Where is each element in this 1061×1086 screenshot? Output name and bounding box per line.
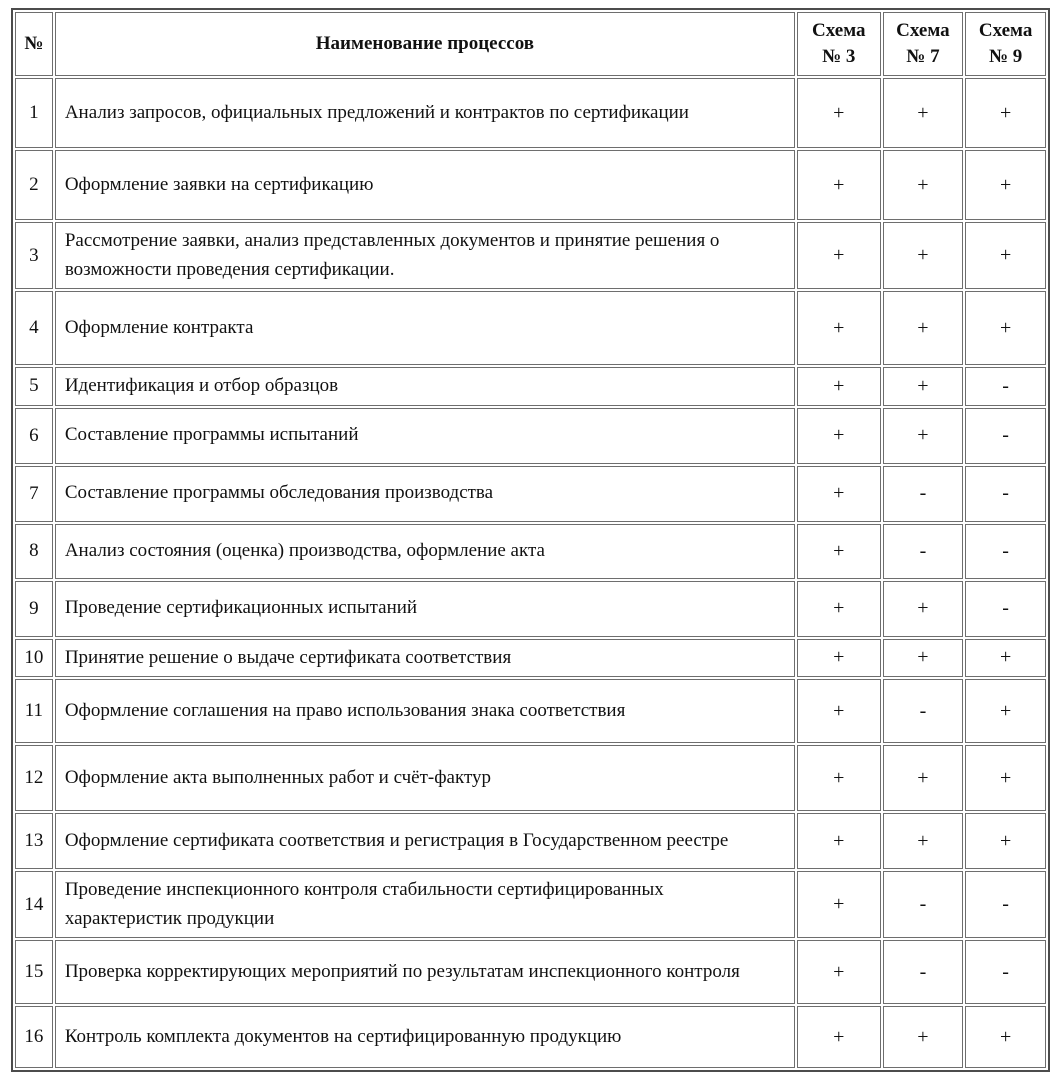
table-row [15, 466, 1046, 522]
process-name-cell: Контроль комплекта документов на сертифицированную продукцию [55, 1006, 795, 1068]
table-row [15, 745, 1046, 811]
row-number-cell: 9 [15, 581, 53, 637]
process-name-cell: Проведение инспекционного контроля стабильности сертифицированных характеристик продукции [55, 871, 795, 938]
row-number-cell: 16 [15, 1006, 53, 1068]
scheme7-mark-cell: + [883, 1006, 964, 1068]
process-name-cell: Оформление контракта [55, 291, 795, 365]
process-name-cell: Анализ запросов, официальных предложений и контрактов по сертификации [55, 78, 795, 148]
row-number-cell: 15 [15, 940, 53, 1004]
scheme9-mark-cell: - [965, 408, 1046, 464]
process-name-cell: Проведение сертификационных испытаний [55, 581, 795, 637]
scheme9-mark-cell: - [965, 524, 1046, 579]
row-number-cell: 13 [15, 813, 53, 869]
process-name-cell: Составление программы испытаний [55, 408, 795, 464]
row-number-cell: 12 [15, 745, 53, 811]
table-row [15, 78, 1046, 148]
row-number-cell: 2 [15, 150, 53, 220]
column-header-scheme3: Схема № 3 [797, 12, 881, 76]
table-row [15, 408, 1046, 464]
column-header-process-name: Наименование процессов [55, 12, 795, 76]
scheme7-mark-cell: - [883, 524, 964, 579]
table-row [15, 871, 1046, 938]
row-number-cell: 5 [15, 367, 53, 406]
row-number-cell: 11 [15, 679, 53, 743]
scheme9-mark-cell: - [965, 871, 1046, 938]
process-name-cell: Рассмотрение заявки, анализ представленных документов и принятие решения о возможности проведения сертификации. [55, 222, 795, 289]
scheme9-mark-cell: + [965, 222, 1046, 289]
scheme3-mark-cell: + [797, 581, 881, 637]
scheme9-mark-cell: + [965, 813, 1046, 869]
process-name-cell: Оформление акта выполненных работ и счёт-фактур [55, 745, 795, 811]
table-row [15, 1006, 1046, 1068]
scheme3-mark-cell: + [797, 466, 881, 522]
scheme3-mark-cell: + [797, 813, 881, 869]
scheme7-mark-cell: - [883, 679, 964, 743]
table-row [15, 940, 1046, 1004]
header-row [15, 12, 1046, 76]
row-number-cell: 7 [15, 466, 53, 522]
process-name-cell: Оформление сертификата соответствия и регистрация в Государственном реестре [55, 813, 795, 869]
scheme7-mark-cell: - [883, 466, 964, 522]
scheme9-mark-cell: + [965, 639, 1046, 678]
process-name-cell: Оформление соглашения на право использования знака соответствия [55, 679, 795, 743]
column-header-num: № [15, 12, 53, 76]
table-row [15, 679, 1046, 743]
scheme7-mark-cell: + [883, 150, 964, 220]
row-number-cell: 14 [15, 871, 53, 938]
scheme3-mark-cell: + [797, 150, 881, 220]
scheme7-mark-cell: + [883, 813, 964, 869]
scheme3-mark-cell: + [797, 291, 881, 365]
table-row [15, 639, 1046, 678]
scheme7-mark-cell: - [883, 940, 964, 1004]
scheme7-mark-cell: + [883, 291, 964, 365]
scheme9-mark-cell: - [965, 367, 1046, 406]
process-name-cell: Анализ состояния (оценка) производства, оформление акта [55, 524, 795, 579]
process-name-cell: Оформление заявки на сертификацию [55, 150, 795, 220]
table-row [15, 222, 1046, 289]
scheme7-mark-cell: + [883, 222, 964, 289]
process-name-cell: Проверка корректирующих мероприятий по результатам инспекционного контроля [55, 940, 795, 1004]
scheme9-mark-cell: + [965, 1006, 1046, 1068]
scheme3-mark-cell: + [797, 408, 881, 464]
table-row [15, 524, 1046, 579]
scheme9-mark-cell: + [965, 679, 1046, 743]
scheme7-mark-cell: + [883, 408, 964, 464]
scheme9-mark-cell: + [965, 150, 1046, 220]
certification-processes-table [11, 8, 1050, 1072]
scheme9-mark-cell: + [965, 745, 1046, 811]
scheme7-mark-cell: + [883, 367, 964, 406]
scheme9-mark-cell: + [965, 78, 1046, 148]
column-header-scheme9: Схема № 9 [965, 12, 1046, 76]
table-row [15, 291, 1046, 365]
scheme7-mark-cell: - [883, 871, 964, 938]
scheme9-mark-cell: - [965, 581, 1046, 637]
table-row [15, 367, 1046, 406]
row-number-cell: 10 [15, 639, 53, 678]
table-row [15, 813, 1046, 869]
scheme3-mark-cell: + [797, 222, 881, 289]
scheme7-mark-cell: + [883, 581, 964, 637]
scheme3-mark-cell: + [797, 745, 881, 811]
scheme7-mark-cell: + [883, 78, 964, 148]
row-number-cell: 8 [15, 524, 53, 579]
scheme3-mark-cell: + [797, 367, 881, 406]
row-number-cell: 3 [15, 222, 53, 289]
scheme9-mark-cell: - [965, 466, 1046, 522]
scheme3-mark-cell: + [797, 940, 881, 1004]
row-number-cell: 6 [15, 408, 53, 464]
scheme3-mark-cell: + [797, 871, 881, 938]
row-number-cell: 4 [15, 291, 53, 365]
process-name-cell: Идентификация и отбор образцов [55, 367, 795, 406]
scheme3-mark-cell: + [797, 524, 881, 579]
process-name-cell: Составление программы обследования производства [55, 466, 795, 522]
table-row [15, 581, 1046, 637]
scheme3-mark-cell: + [797, 679, 881, 743]
scheme9-mark-cell: - [965, 940, 1046, 1004]
scheme7-mark-cell: + [883, 745, 964, 811]
scheme3-mark-cell: + [797, 639, 881, 678]
scheme9-mark-cell: + [965, 291, 1046, 365]
table-row [15, 150, 1046, 220]
scheme7-mark-cell: + [883, 639, 964, 678]
scheme3-mark-cell: + [797, 78, 881, 148]
process-name-cell: Принятие решение о выдаче сертификата соответствия [55, 639, 795, 678]
scheme3-mark-cell: + [797, 1006, 881, 1068]
column-header-scheme7: Схема № 7 [883, 12, 964, 76]
row-number-cell: 1 [15, 78, 53, 148]
